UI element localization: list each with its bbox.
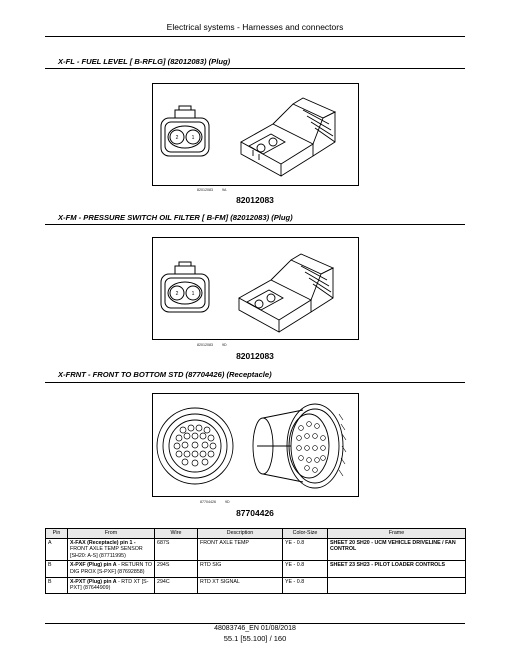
table-row xyxy=(46,561,466,577)
col-header-description: Description xyxy=(198,529,283,539)
figure-id-3-number: 87704426 xyxy=(200,500,216,504)
connector-figure-x-fl xyxy=(152,83,359,186)
table-header-row xyxy=(46,529,466,539)
figure-id-2-code: 9D xyxy=(222,343,227,347)
figure-id-1 xyxy=(197,188,226,192)
table-row xyxy=(46,577,466,593)
plug-drawing-2 xyxy=(153,238,358,339)
cell-from-connector: X-PXF (Plug) pin A xyxy=(70,562,117,569)
cell-from-connector: X-FAX (Receptacle) pin 1 - xyxy=(70,539,136,546)
footer-rule xyxy=(45,623,465,624)
col-header-frame: Frame xyxy=(328,529,466,539)
cell-from xyxy=(68,561,155,577)
col-header-wire: Wire xyxy=(155,529,198,539)
figure-id-1-number: 82012083 xyxy=(197,188,213,192)
receptacle-face-outer xyxy=(157,408,233,484)
cell-pin: B xyxy=(46,577,68,593)
col-header-pin: Pin xyxy=(46,529,68,539)
table-row xyxy=(46,538,466,561)
pin-label-1: 1 xyxy=(191,291,195,297)
connector-pin-table xyxy=(45,528,466,594)
figure-id-2 xyxy=(197,343,227,347)
section-rule-2 xyxy=(45,224,465,225)
section-title-x-frnt: X-FRNT - FRONT TO BOTTOM STD (87704426) (Receptacle) xyxy=(58,370,272,379)
cell-color-size: YE - 0.8 xyxy=(283,538,328,561)
figure-id-2-number: 82012083 xyxy=(197,343,213,347)
section-title-x-fl: X-FL - FUEL LEVEL [ B-RFLG] (82012083) (Plug) xyxy=(58,57,231,66)
cell-wire: 294S xyxy=(155,561,198,577)
connector-figure-x-fm xyxy=(152,237,359,340)
cell-from-connector: X-PXT (Plug) pin A xyxy=(70,578,117,585)
cell-from xyxy=(68,577,155,593)
footer-doc-id: 48083746_EN 01/08/2018 xyxy=(214,625,296,632)
pin-label-2: 2 xyxy=(175,135,179,141)
cell-description: FRONT AXLE TEMP xyxy=(198,538,283,561)
figure-id-1-code: 9A xyxy=(222,188,227,192)
part-number-3: 87704426 xyxy=(236,508,274,518)
pin-label-2: 2 xyxy=(175,291,179,297)
cell-description: RTD XT SIGNAL xyxy=(198,577,283,593)
cell-from-detail: - RTD XT [S-PXT] (87644909) xyxy=(70,578,149,592)
cell-pin: B xyxy=(46,561,68,577)
figure-id-3-code: 9D xyxy=(225,500,230,504)
connector-figure-x-frnt xyxy=(152,393,359,497)
cell-frame: SHEET 20 SH20 - UCM VEHICLE DRIVELINE / FAN CONTROL xyxy=(328,538,466,561)
plug-drawing xyxy=(153,84,358,185)
footer-page-number: 55.1 [55.100] / 160 xyxy=(223,634,287,643)
cell-frame: SHEET 23 SH23 - PILOT LOADER CONTROLS xyxy=(328,561,466,577)
cell-from-detail: FRONT AXLE TEMP SENSOR [SH20: A-S] (87711995) xyxy=(70,546,143,559)
cell-from xyxy=(68,538,155,561)
cell-frame xyxy=(328,577,466,593)
cell-description: RTD SIG xyxy=(198,561,283,577)
cell-pin: A xyxy=(46,538,68,561)
cell-wire: 687S xyxy=(155,538,198,561)
section-rule-3 xyxy=(45,382,465,383)
receptacle-drawing xyxy=(153,394,358,496)
col-header-from: From xyxy=(68,529,155,539)
cell-color-size: YE - 0.8 xyxy=(283,561,328,577)
cell-color-size: YE - 0.8 xyxy=(283,577,328,593)
col-header-color-size: Color-Size xyxy=(283,529,328,539)
part-number-2: 82012083 xyxy=(236,351,274,361)
cell-wire: 294C xyxy=(155,577,198,593)
section-rule-1 xyxy=(45,68,465,69)
pin-label-1: 1 xyxy=(191,135,195,141)
section-title-x-fm: X-FM - PRESSURE SWITCH OIL FILTER [ B-FM] (82012083) (Plug) xyxy=(58,213,293,222)
part-number-1: 82012083 xyxy=(236,195,274,205)
figure-id-3 xyxy=(200,500,230,504)
page-header: Electrical systems - Harnesses and connectors xyxy=(166,22,344,32)
cell-from-detail: - RETURN TO DIG PROX [S-PXF] (87692858) xyxy=(70,562,153,575)
header-rule xyxy=(45,36,465,37)
